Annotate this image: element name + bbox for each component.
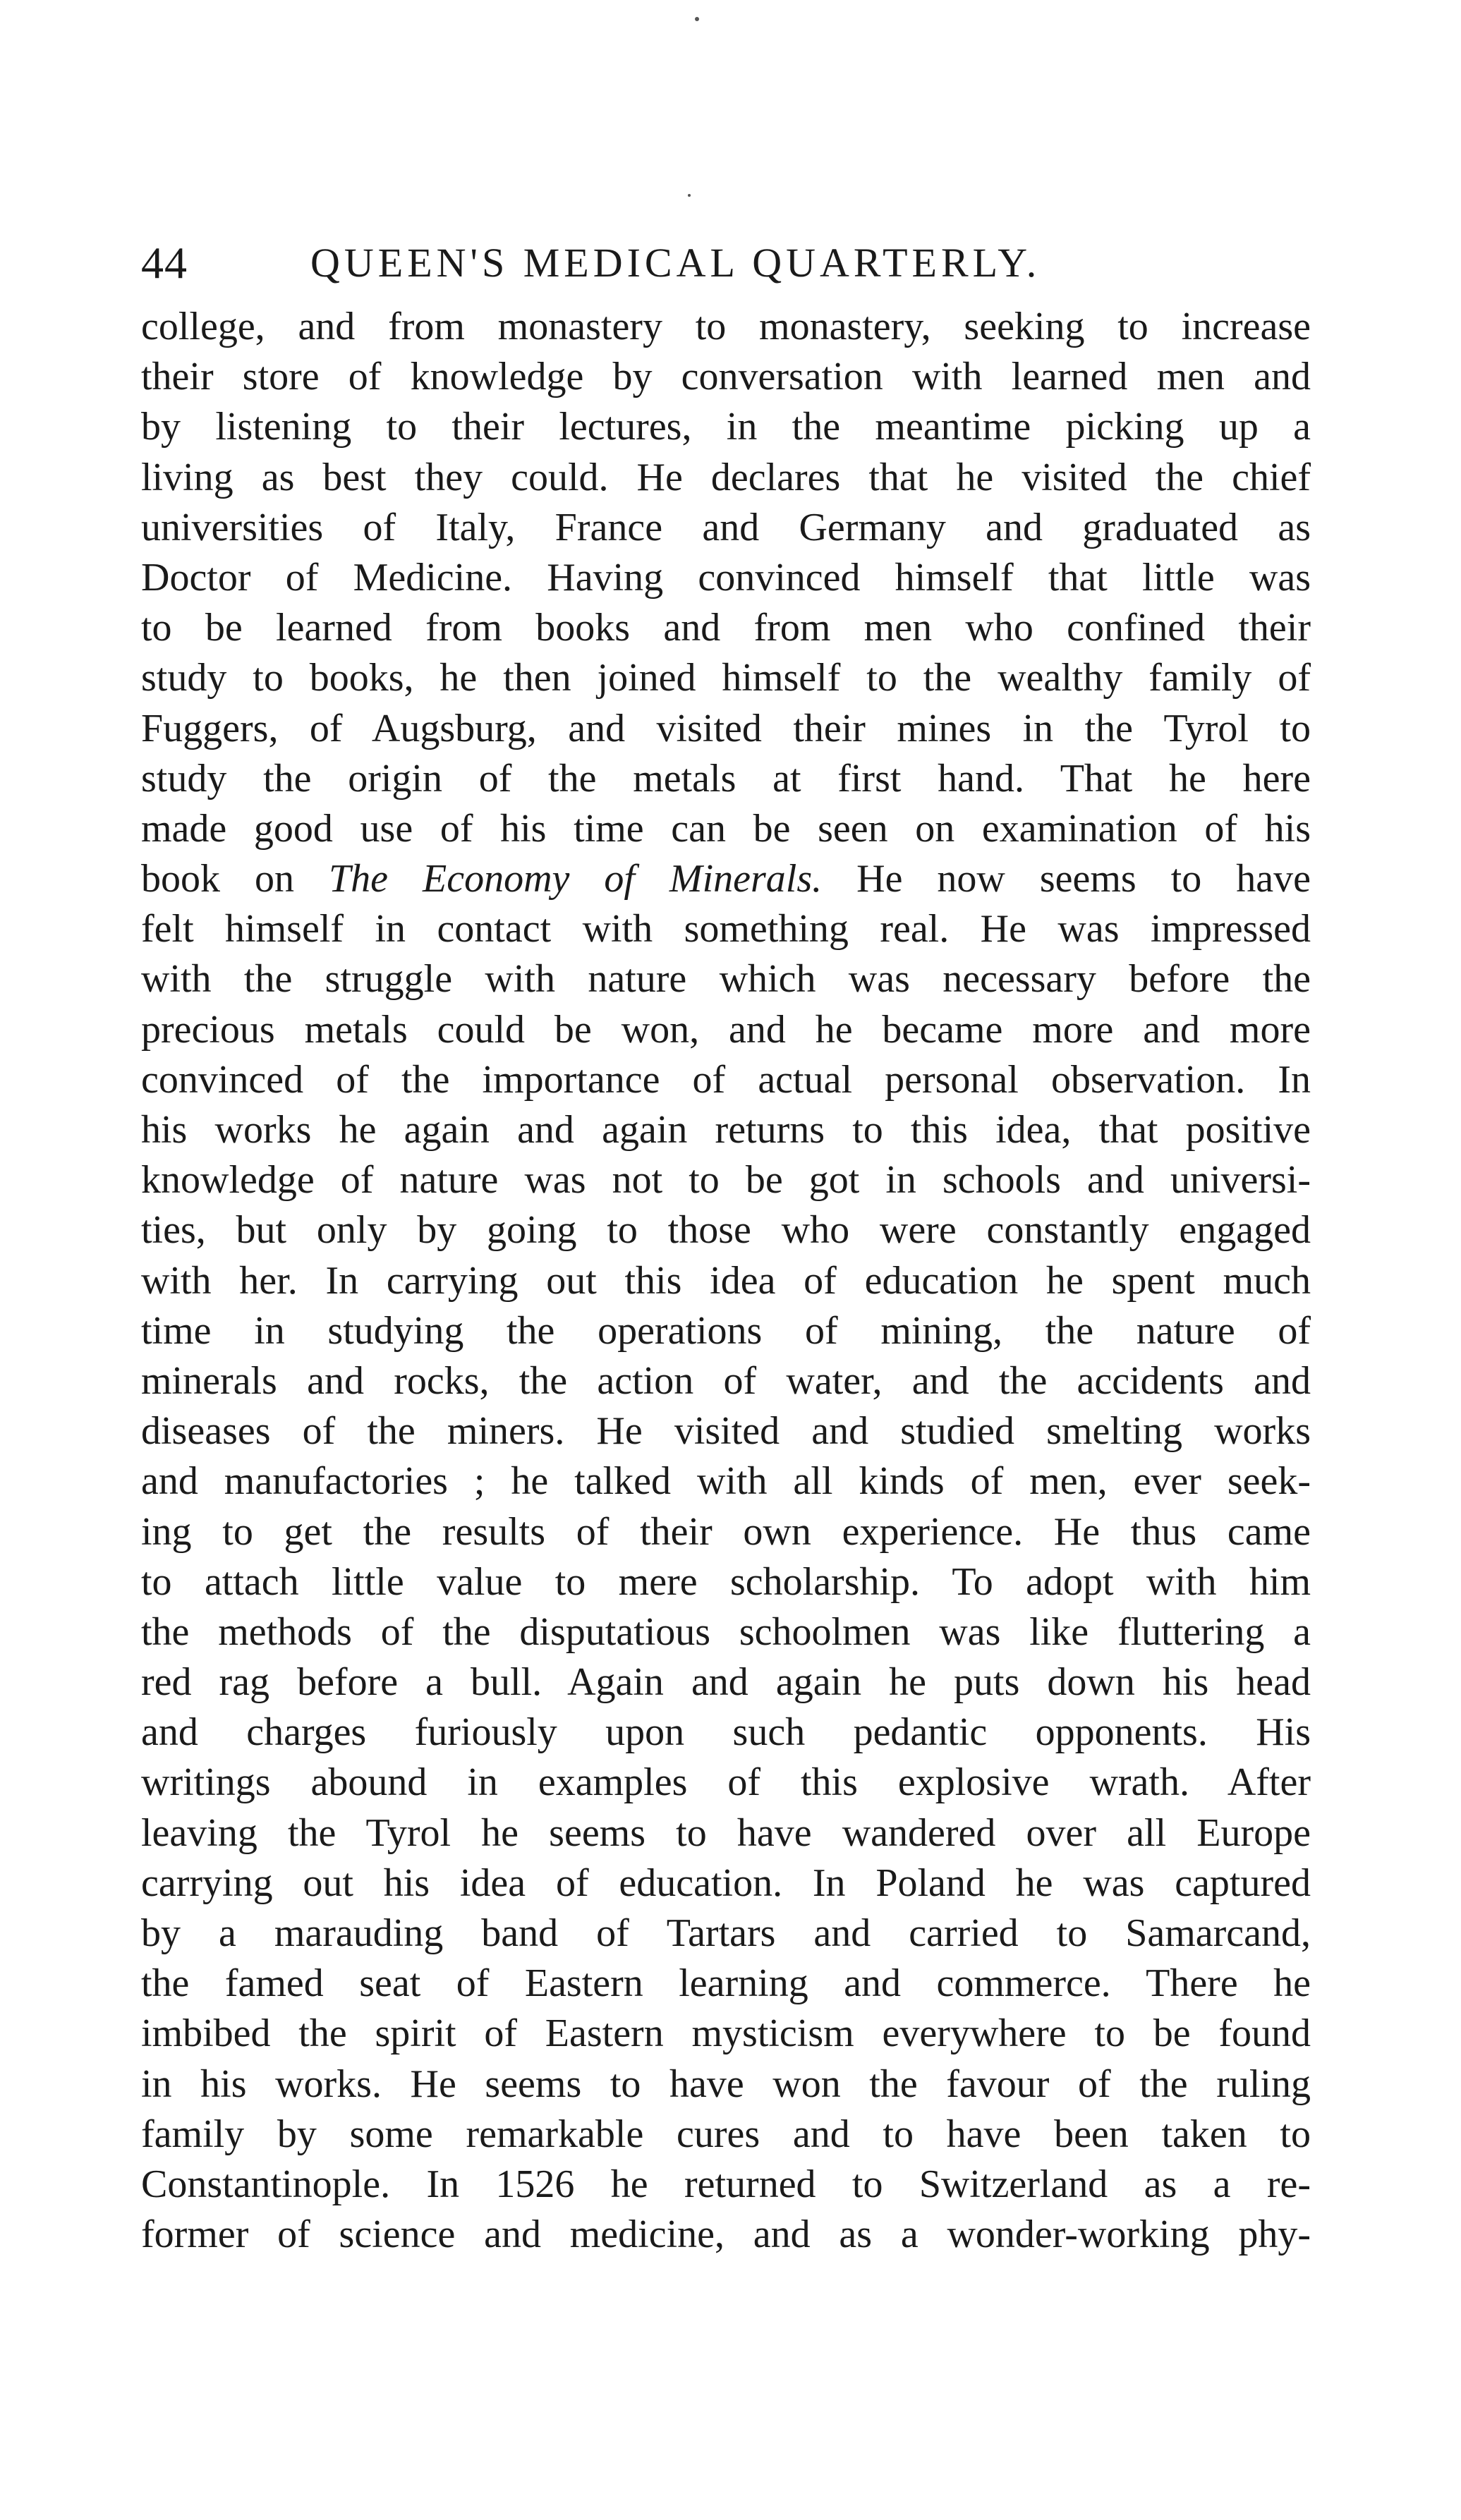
text-line: Constantinople. In 1526 he returned to Switzerland as a re- (141, 2162, 1311, 2206)
text-line: imbibed the spirit of Eastern mysticism everywhere to be found (141, 2011, 1311, 2056)
text-line (141, 854, 1311, 904)
text-run: He now seems to have (822, 857, 1311, 901)
ink-speck (688, 194, 691, 197)
text-line: the famed seat of Eastern learning and commerce. There he (141, 1961, 1311, 2006)
text-line: in his works. He seems to have won the favour of the ruling (141, 2062, 1311, 2106)
text-line: leaving the Tyrol he seems to have wandered over all Europe (141, 1810, 1311, 1855)
text-line: universities of Italy, France and Germany and graduated as (141, 505, 1311, 549)
text-line: knowledge of nature was not to be got in schools and universi- (141, 1158, 1311, 1203)
text-line: his works he again and again returns to this idea, that positive (141, 1108, 1311, 1152)
ink-speck (695, 17, 699, 21)
text-line: convinced of the importance of actual personal observation. In (141, 1057, 1311, 1102)
text-line: study the origin of the metals at first hand. That he here (141, 756, 1311, 801)
text-line: with her. In carrying out this idea of education he spent much (141, 1258, 1311, 1303)
text-line: and charges furiously upon such pedantic opponents. His (141, 1710, 1311, 1755)
text-line: minerals and rocks, the action of water, and the accidents and (141, 1358, 1311, 1403)
text-line: to attach little value to mere scholarship. To adopt with him (141, 1559, 1311, 1604)
text-line: writings abound in examples of this explosive wrath. After (141, 1760, 1311, 1805)
text-line: family by some remarkable cures and to have been taken to (141, 2112, 1311, 2156)
book-title: The Economy of Minerals. (329, 857, 823, 901)
text-line: felt himself in contact with something real. He was impressed (141, 907, 1311, 951)
text-line: red rag before a bull. Again and again he puts down his head (141, 1660, 1311, 1705)
text-line: time in studying the operations of mining, the nature of (141, 1308, 1311, 1353)
text-line: by listening to their lectures, in the meantime picking up a (141, 405, 1311, 449)
text-line: Doctor of Medicine. Having convinced himself that little was (141, 555, 1311, 599)
text-line: their store of knowledge by conversation with learned men and (141, 355, 1311, 399)
text-line: carrying out his idea of education. In Poland he was captured (141, 1861, 1311, 1905)
text-line: with the struggle with nature which was necessary before the (141, 957, 1311, 1002)
text-line: and manufactories ; he talked with all kinds of men, ever seek- (141, 1459, 1311, 1504)
text-line: diseases of the miners. He visited and studied smelting works (141, 1409, 1311, 1454)
text-line: living as best they could. He declares that he visited the chief (141, 455, 1311, 499)
journal-title: QUEEN'S MEDICAL QUARTERLY. (310, 240, 1041, 286)
text-line: the methods of the disputatious schoolmen was like fluttering a (141, 1609, 1311, 1654)
text-line: study to books, he then joined himself to the wealthy family of (141, 656, 1311, 700)
running-head (141, 224, 1143, 302)
text-line: college, and from monastery to monastery, seeking to increase (141, 305, 1311, 348)
text-line: former of science and medicine, and as a wonder-working phy- (141, 2212, 1311, 2257)
text-line: ties, but only by going to those who were constantly engaged (141, 1208, 1311, 1253)
text-line: made good use of his time can be seen on examination of his (141, 806, 1311, 851)
text-line: Fuggers, of Augsburg, and visited their mines in the Tyrol to (141, 706, 1311, 750)
text-line: ing to get the results of their own experience. He thus came (141, 1509, 1311, 1554)
text-line: precious metals could be won, and he became more and more (141, 1007, 1311, 1052)
text-run: book on (141, 857, 329, 901)
text-line: by a marauding band of Tartars and carried to Samarcand, (141, 1911, 1311, 1955)
page-number: 44 (141, 238, 188, 288)
body-text (141, 302, 1311, 2260)
text-line: to be learned from books and from men who confined their (141, 606, 1311, 650)
